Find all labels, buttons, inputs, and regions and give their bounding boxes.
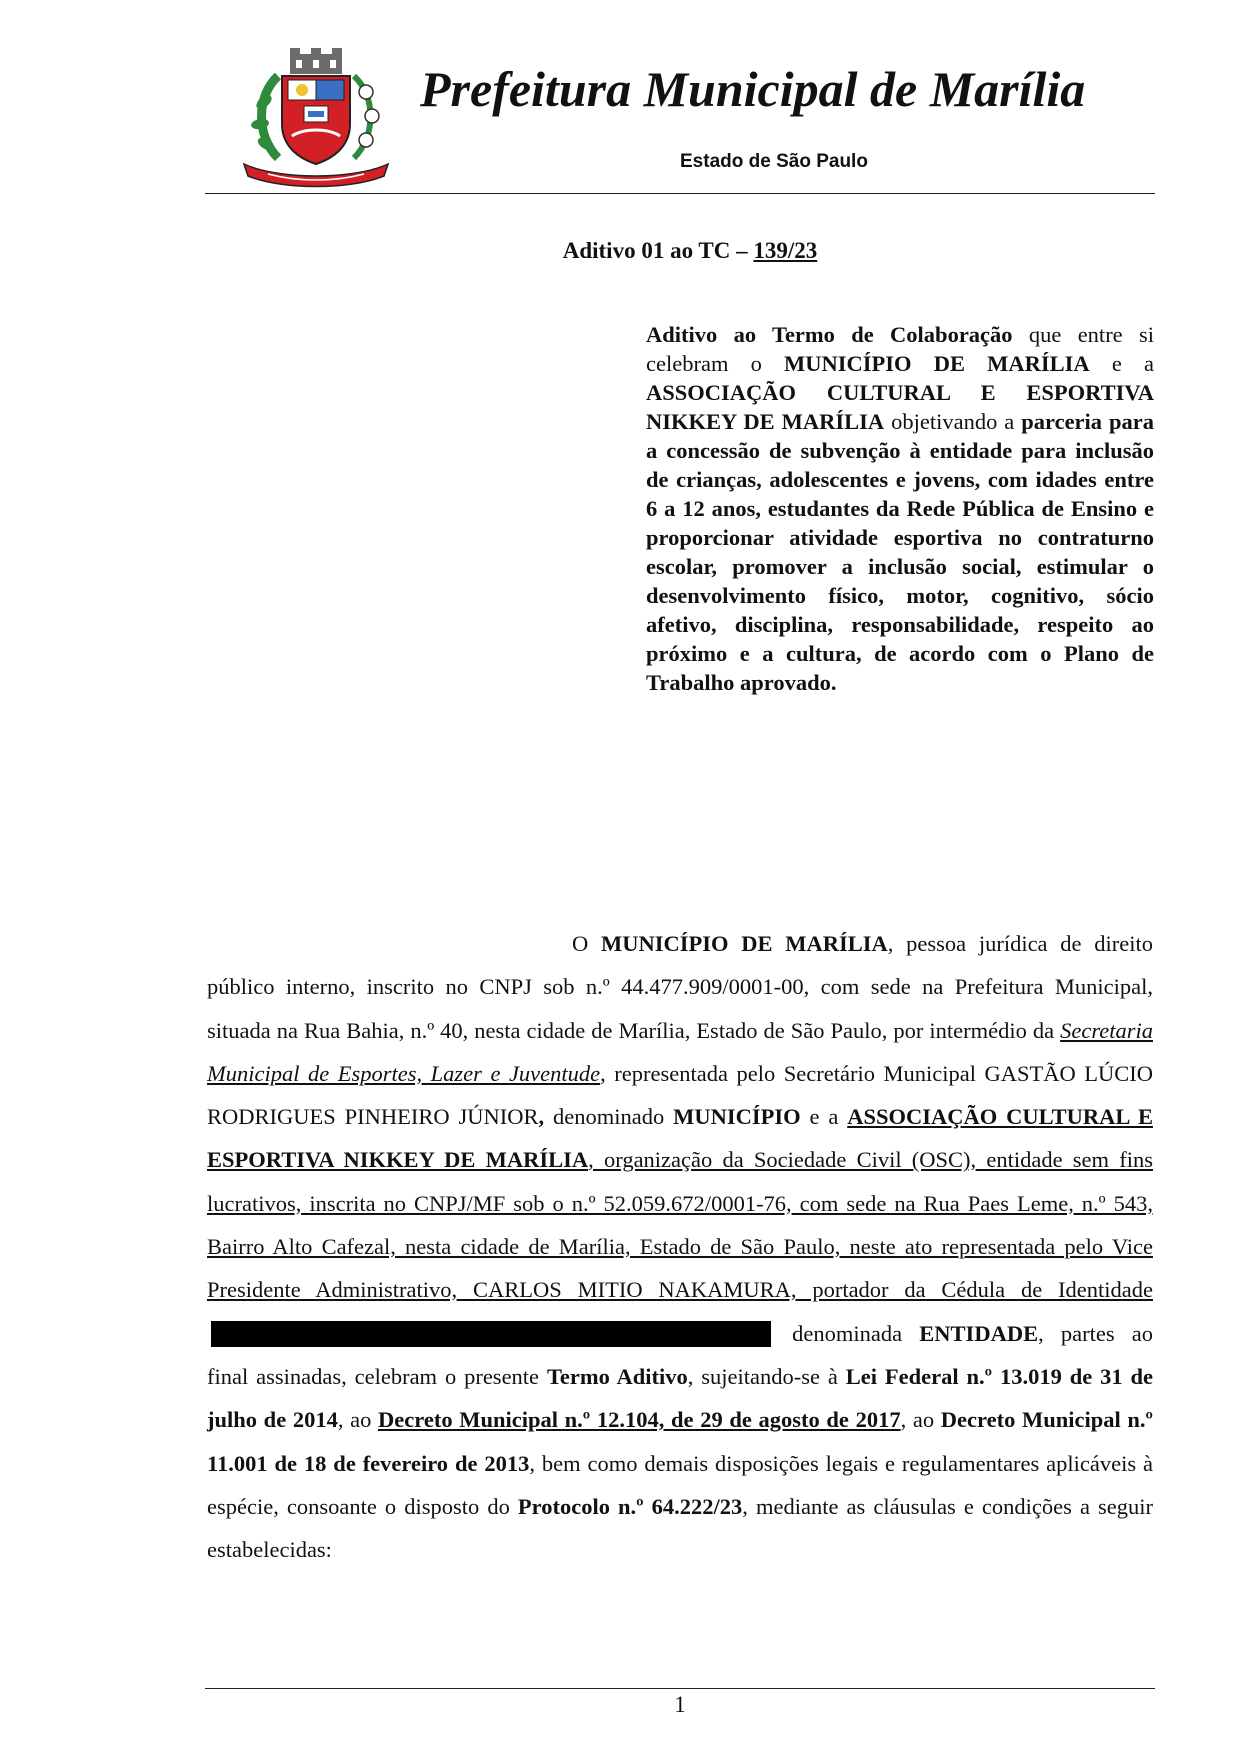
- body-text: ENTIDADE: [919, 1320, 1039, 1346]
- header-divider: [205, 193, 1155, 194]
- body-text: , bem como demais disposições legais e regulamentares aplicáveis à espécie, consoante o disposto do: [207, 1450, 1154, 1519]
- body-text: , mediante as cláusulas e condições a seguir estabelecidas:: [207, 1493, 1154, 1563]
- body-text: , sujeitando-se à: [687, 1363, 846, 1389]
- document-title-number: 139/23: [753, 238, 818, 263]
- municipal-coat-of-arms-icon: [238, 46, 394, 190]
- body-text: , ao: [900, 1407, 941, 1433]
- body-text: , representada pelo Secretário Municipal GASTÃO LÚCIO RODRIGUES PINHEIRO JÚNIOR: [207, 1060, 1153, 1130]
- ementa-text: MUNICÍPIO DE MARÍLIA: [784, 351, 1090, 376]
- body-text: MUNICÍPIO: [673, 1104, 801, 1130]
- document-title-prefix: Aditivo 01 ao TC –: [562, 238, 754, 263]
- body-text: O: [572, 931, 601, 956]
- law-reference: Lei Federal n.º 13.019 de 31 de julho de 2014: [207, 1363, 1153, 1433]
- ementa-text: ASSOCIAÇÃO CULTURAL E ESPORTIVA NIKKEY DE MARÍLIA: [646, 380, 1154, 434]
- body-text: , pessoa jurídica de direito público interno, inscrito no CNPJ sob n.º 44.477.909/0001-00, com sede na Prefeitura Municipal, situada na Rua Bahia, n.º 40, nesta cidade de Marília, Estado de São Paulo, por intermédio da: [207, 931, 1153, 1043]
- decree-reference: Decreto Municipal n.º 11.001 de 18 de fevereiro de 2013: [207, 1407, 1153, 1476]
- ementa-text: Aditivo ao Termo de Colaboração: [646, 322, 1013, 347]
- body-text: Termo Aditivo: [546, 1363, 688, 1389]
- body-text: e a: [800, 1104, 848, 1130]
- secretariat-name: Secretaria Municipal de Esportes, Lazer e Juventude: [207, 1017, 1153, 1086]
- body-text: , ao: [337, 1407, 379, 1433]
- document-title: [0, 238, 1241, 264]
- footer-divider: [205, 1688, 1155, 1689]
- ementa-text: objetivando a: [884, 409, 1022, 434]
- body-text: denominada: [775, 1320, 920, 1346]
- redaction-bar: [211, 1321, 771, 1347]
- ementa-text: e a: [1089, 351, 1154, 376]
- decree-reference: Decreto Municipal n.º 12.104, de 29 de agosto de 2017: [378, 1407, 901, 1433]
- body-text: , partes ao final assinadas, celebram o presente: [207, 1320, 1153, 1389]
- body-text: ,: [538, 1104, 545, 1130]
- page-number: 1: [674, 1692, 686, 1717]
- ementa-text: que entre si celebram o: [646, 322, 1155, 376]
- entity-details: , organização da Sociedade Civil (OSC), entidade sem fins lucrativos, inscrita no CNPJ/MF sob o n.º 52.059.672/0001-76, com sede na Rua Paes Leme, n.º 543, Bairro Alto Cafezal, nesta cidade de Marília, Estado de São Paulo, neste ato representada pelo Vice Presidente Administrativo, CARLOS MITIO NAKAMURA, portador da Cédula de Identidade: [207, 1147, 1153, 1303]
- entity-name: ASSOCIAÇÃO CULTURAL E ESPORTIVA NIKKEY DE MARÍLIA: [207, 1104, 1153, 1173]
- ementa-paragraph: [646, 320, 1154, 697]
- protocol-reference: Protocolo n.º 64.222/23: [517, 1493, 743, 1519]
- preamble-paragraph: [207, 922, 1153, 1571]
- ementa-text: parceria para a concessão de subvenção à entidade para inclusão de crianças, adolescentes e jovens, com idades entre 6 a 12 anos, estudantes da Rede Pública de Ensino e proporcionar atividade esportiva no contraturno escolar, promover a inclusão social, estimular o desenvolvimento físico, motor, cognitivo, sócio afetivo, disciplina, responsabilidade, respeito ao próximo e a cultura, de acordo com o Plano de Trabalho aprovado.: [646, 409, 1155, 695]
- body-text: MUNICÍPIO DE MARÍLIA: [601, 931, 888, 956]
- body-text: denominado: [544, 1104, 674, 1130]
- header-subtitle: Estado de São Paulo: [680, 151, 868, 172]
- header-title: Prefeitura Municipal de Marília: [420, 61, 1086, 117]
